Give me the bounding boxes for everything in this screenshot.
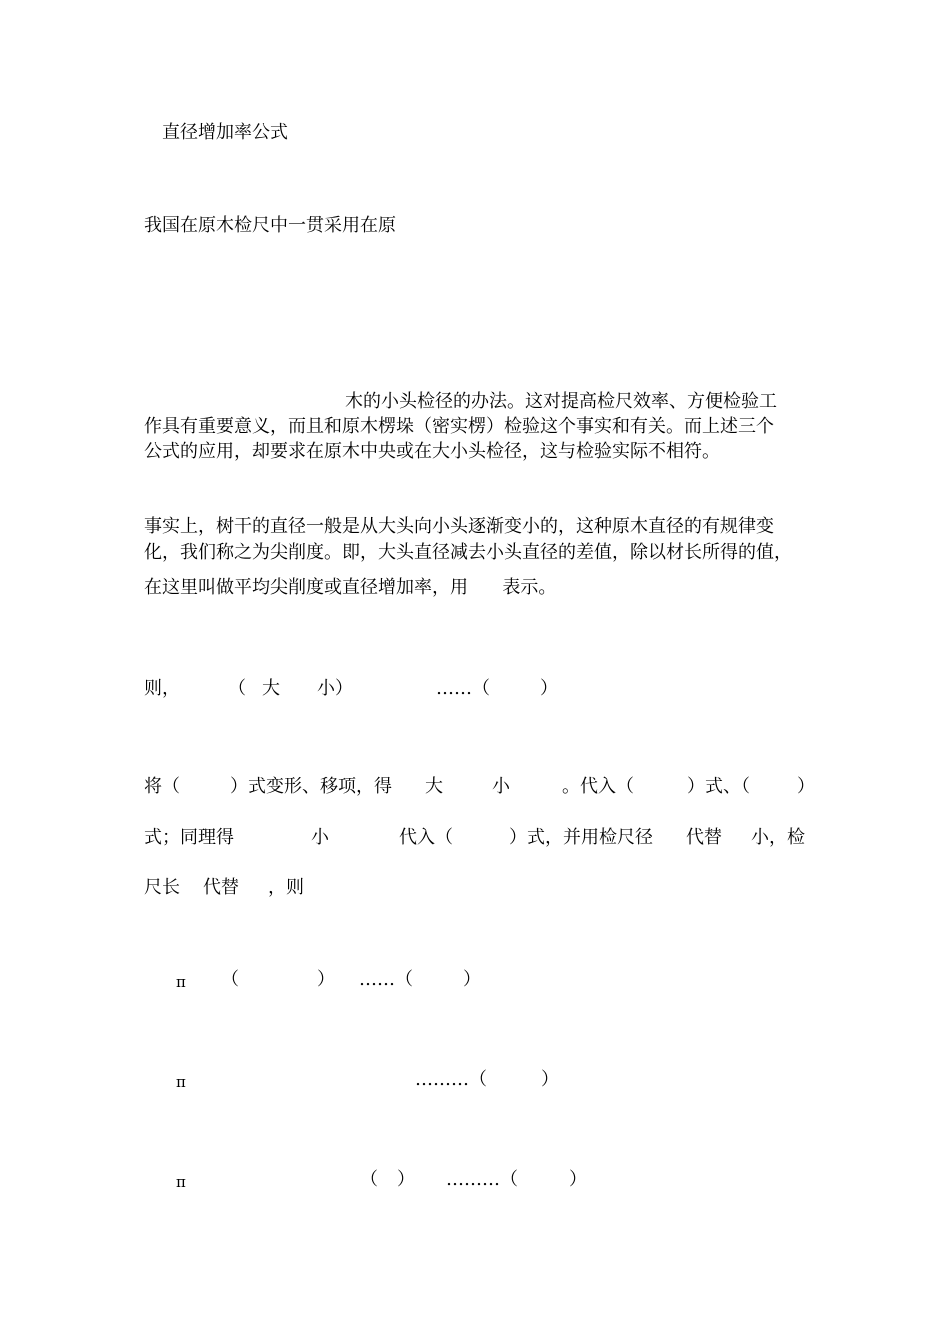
text-run: 式；同理得 bbox=[144, 827, 234, 848]
paragraph-line: 在这里叫做平均尖削度或直径增加率，用 表示。 bbox=[144, 577, 557, 598]
text-run: 代替 bbox=[686, 827, 722, 848]
text-run: 。代入（ bbox=[562, 776, 634, 797]
pi-symbol: π bbox=[176, 973, 186, 991]
equation-paren: ） bbox=[463, 969, 481, 990]
equation-symbol: 小） bbox=[317, 678, 353, 699]
text-run: 小 bbox=[492, 776, 510, 797]
text-run: ）式变形、移项，得 bbox=[230, 776, 392, 797]
document-title: 直径增加率公式 bbox=[162, 122, 288, 143]
equation-paren: ） bbox=[540, 678, 558, 699]
text-run: 代替 bbox=[203, 877, 239, 898]
paragraph-line: 公式的应用，却要求在原木中央或在大小头检径，这与检验实际不相符。 bbox=[144, 441, 720, 462]
text-run: ） bbox=[797, 776, 815, 797]
equation-paren: ） bbox=[569, 1169, 587, 1190]
text-run: 代入（ bbox=[399, 827, 453, 848]
paragraph-line: 化，我们称之为尖削度。即，大头直径减去小头直径的差值，除以材长所得的值， bbox=[144, 542, 792, 563]
paragraph-line: 木的小头检径的办法。这对提高检尺效率、方便检验工 bbox=[345, 391, 777, 412]
text-run: ）式，并用检尺径 bbox=[509, 827, 653, 848]
equation-number: ……（ bbox=[436, 678, 490, 699]
paragraph-line: 作具有重要意义，而且和原木楞垛（密实楞）检验这个事实和有关。而上述三个 bbox=[144, 416, 774, 437]
text-run: 大 bbox=[425, 776, 443, 797]
text-run: 将（ bbox=[144, 776, 180, 797]
equation-lead: 则， bbox=[144, 678, 180, 699]
equation-paren: （ bbox=[360, 1169, 378, 1190]
equation-symbol: 大 bbox=[262, 678, 280, 699]
paragraph-line: 事实上，树干的直径一般是从大头向小头逐渐变小的，这种原木直径的有规律变 bbox=[144, 516, 774, 537]
equation-number: ………（ bbox=[415, 1069, 487, 1090]
text-run: 尺长 bbox=[144, 877, 180, 898]
text-run: ，则 bbox=[268, 877, 304, 898]
equation-paren: （ bbox=[221, 969, 239, 990]
paragraph-intro: 我国在原木检尺中一贯采用在原 bbox=[144, 215, 396, 236]
text-run: ）式、（ bbox=[687, 776, 750, 797]
pi-symbol: π bbox=[176, 1073, 186, 1091]
equation-number: ………（ bbox=[446, 1169, 518, 1190]
equation-paren: （ bbox=[228, 678, 246, 699]
text-run: 小，检 bbox=[751, 827, 805, 848]
equation-paren: ） bbox=[317, 969, 335, 990]
equation-paren: ） bbox=[397, 1169, 415, 1190]
equation-paren: ） bbox=[541, 1069, 559, 1090]
pi-symbol: π bbox=[176, 1173, 186, 1191]
equation-number: ……（ bbox=[359, 969, 413, 990]
text-run: 小 bbox=[311, 827, 329, 848]
